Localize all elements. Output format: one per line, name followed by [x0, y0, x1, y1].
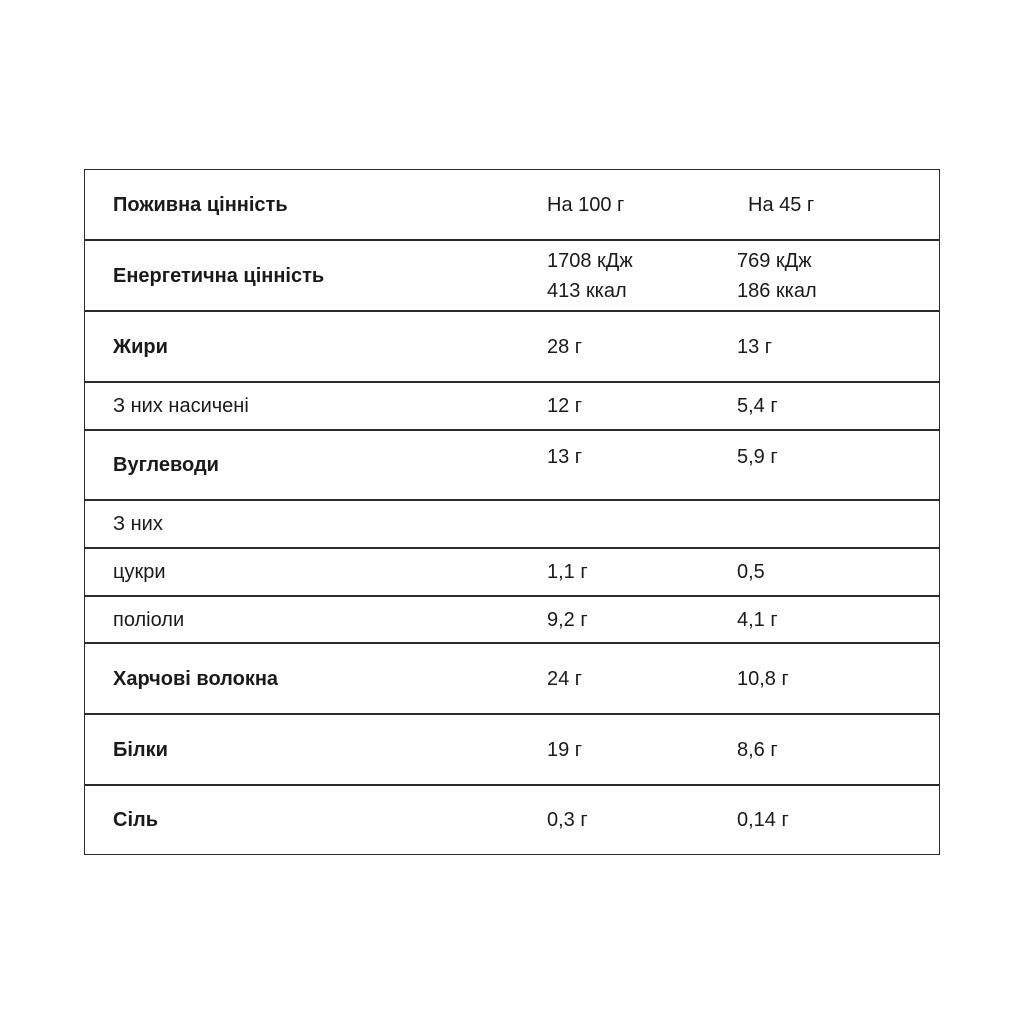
row-label: цукри	[113, 561, 166, 583]
table-row-saturated-fat	[85, 383, 939, 431]
nutrition-facts-table	[84, 169, 940, 855]
table-title: Поживна цінність	[113, 193, 288, 216]
table-row-sugars	[85, 549, 939, 597]
value-per-100g: 12 г	[547, 395, 583, 417]
row-label: Харчові волокна	[113, 667, 279, 690]
value-per-100g: 1,1 г	[547, 561, 588, 583]
energy-kcal-per-100g: 413 ккал	[547, 279, 627, 302]
energy-kcal-per-45g: 186 ккал	[737, 279, 817, 302]
value-per-45g: 5,9 г	[737, 446, 778, 468]
table-row-polyols	[85, 597, 939, 644]
column-header-per-45g: На 45 г	[748, 193, 815, 216]
table-row-energy	[85, 241, 939, 312]
table-row-carbohydrates	[85, 431, 939, 501]
value-per-45g: 4,1 г	[737, 608, 778, 631]
row-label: Вуглеводи	[113, 454, 219, 476]
value-per-45g: 0,5	[737, 561, 765, 583]
table-row-protein	[85, 715, 939, 786]
table-header-row	[85, 170, 939, 241]
column-header-per-100g: На 100 г	[547, 193, 625, 216]
value-per-45g: 10,8 г	[737, 667, 789, 690]
energy-kj-per-45g: 769 кДж	[737, 249, 812, 272]
table-row-fat	[85, 312, 939, 383]
table-row-salt	[85, 786, 939, 854]
value-per-100g: 13 г	[547, 446, 583, 468]
table-row-fiber	[85, 644, 939, 715]
value-per-45g: 5,4 г	[737, 395, 778, 417]
energy-kj-per-100g: 1708 кДж	[547, 249, 633, 272]
value-per-100g: 19 г	[547, 738, 583, 761]
row-label: Білки	[113, 738, 168, 761]
value-per-45g: 0,14 г	[737, 809, 789, 831]
value-per-100g: 0,3 г	[547, 809, 588, 831]
table-row-of-which	[85, 501, 939, 549]
energy-per-45g	[737, 246, 817, 306]
row-label: З них	[113, 513, 163, 535]
value-per-100g: 24 г	[547, 667, 583, 690]
row-label: поліоли	[113, 608, 185, 631]
value-per-45g: 8,6 г	[737, 738, 778, 761]
row-label: З них насичені	[113, 395, 249, 417]
row-label: Жири	[113, 335, 168, 358]
value-per-45g: 13 г	[737, 335, 773, 358]
row-label: Енергетична цінність	[113, 264, 325, 287]
value-per-100g: 28 г	[547, 335, 583, 358]
energy-per-100g	[547, 246, 633, 306]
row-label: Сіль	[113, 809, 158, 831]
value-per-100g: 9,2 г	[547, 608, 588, 631]
